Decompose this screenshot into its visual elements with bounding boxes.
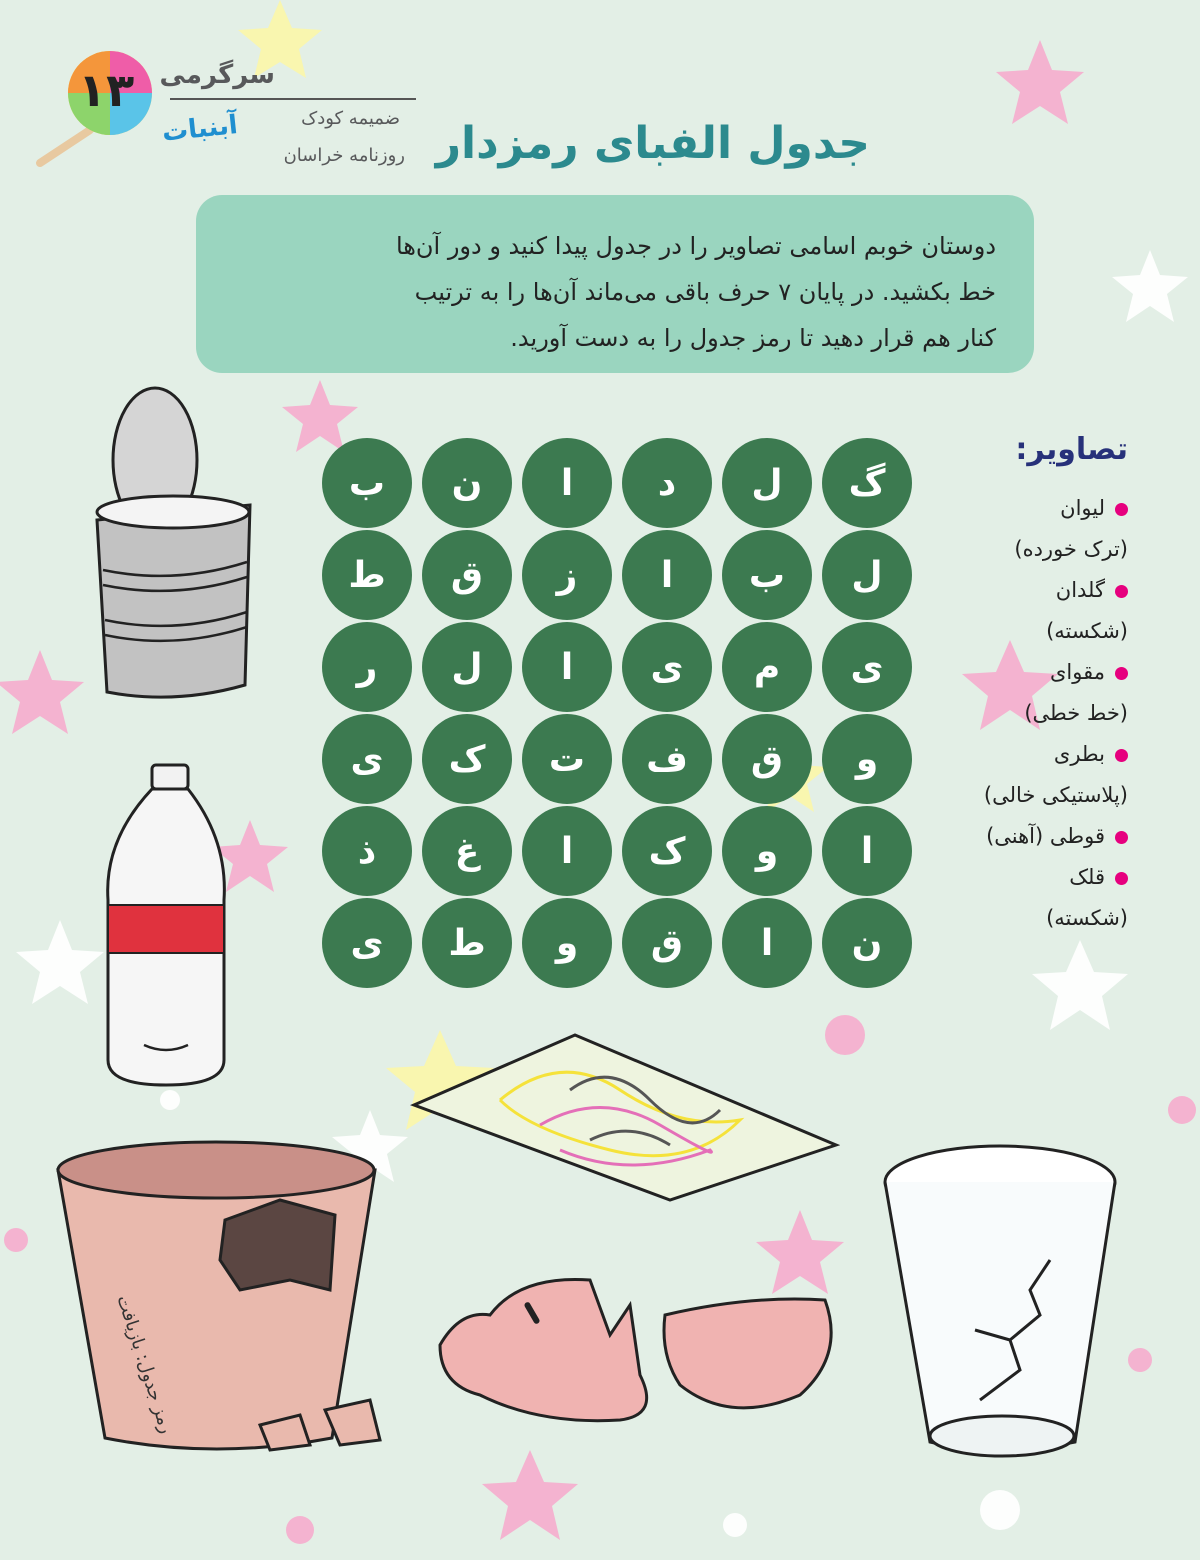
item-name: گلدان [1055, 578, 1105, 602]
grid-cell[interactable]: ن [422, 438, 512, 528]
instruction-line: دوستان خوبم اسامی تصاویر را در جدول پیدا کنید و دور آن‌ها [395, 232, 996, 260]
list-item [918, 857, 1128, 939]
star-decoration [996, 40, 1084, 124]
newspaper-label: روزنامه خراسان [283, 145, 405, 166]
grid-cell[interactable]: د [622, 438, 712, 528]
list-item [918, 652, 1128, 734]
list-item [918, 570, 1128, 652]
grid-cell[interactable]: ل [422, 622, 512, 712]
broken-piggy-bank-illustration [420, 1255, 860, 1430]
grid-cell[interactable]: ا [522, 806, 612, 896]
star-decoration [1032, 940, 1128, 1030]
item-note: (شکسته) [1046, 906, 1128, 930]
star-decoration [1112, 250, 1188, 322]
item-name: بطری [1053, 742, 1105, 766]
bullet-icon [1115, 872, 1128, 885]
grid-cell[interactable]: ک [422, 714, 512, 804]
brand-logo: آبنبات [160, 110, 240, 148]
grid-cell[interactable]: ذ [322, 806, 412, 896]
dot-decoration [980, 1490, 1020, 1530]
grid-cell[interactable]: ت [522, 714, 612, 804]
grid-cell[interactable]: ن [822, 898, 912, 988]
grid-cell[interactable]: و [522, 898, 612, 988]
supplement-label: ضمیمه کودک [301, 108, 400, 129]
dot-decoration [160, 1090, 180, 1110]
pictures-list [918, 488, 1128, 939]
grid-cell[interactable]: ل [822, 530, 912, 620]
item-note: (ترک خورده) [1014, 537, 1128, 561]
pictures-title: تصاویر: [1015, 432, 1128, 467]
grid-cell[interactable]: ف [622, 714, 712, 804]
grid-cell[interactable]: ل [722, 438, 812, 528]
grid-cell[interactable]: ی [322, 714, 412, 804]
section-label: سرگرمی [159, 60, 275, 90]
item-name: قلک [1069, 865, 1105, 889]
letter-grid [320, 438, 912, 988]
grid-cell[interactable]: ق [722, 714, 812, 804]
grid-cell[interactable]: ق [622, 898, 712, 988]
instruction-box [196, 195, 1034, 373]
grid-cell[interactable]: ی [822, 622, 912, 712]
dot-decoration [286, 1516, 314, 1544]
grid-cell[interactable]: ب [322, 438, 412, 528]
grid-cell[interactable]: و [722, 806, 812, 896]
item-note: (پلاستیکی خالی) [983, 783, 1128, 807]
item-name: قوطی (آهنی) [986, 824, 1105, 848]
header-divider [170, 98, 416, 100]
bullet-icon [1115, 749, 1128, 762]
bullet-icon [1115, 503, 1128, 516]
item-note: (خط خطی) [1024, 701, 1128, 725]
bullet-icon [1115, 667, 1128, 680]
star-decoration [482, 1450, 578, 1540]
dot-decoration [723, 1513, 747, 1537]
grid-cell[interactable]: ط [322, 530, 412, 620]
bullet-icon [1115, 831, 1128, 844]
plastic-bottle-illustration [100, 760, 230, 1090]
list-item [918, 734, 1128, 816]
instruction-text [226, 223, 996, 361]
grid-cell[interactable]: ز [522, 530, 612, 620]
broken-pot-illustration [50, 1140, 400, 1470]
grid-cell[interactable]: ا [822, 806, 912, 896]
grid-cell[interactable]: م [722, 622, 812, 712]
page-number: ۱۳ [78, 63, 135, 117]
star-decoration [16, 920, 104, 1004]
grid-cell[interactable]: ا [622, 530, 712, 620]
page-title: جدول الفبای رمزدار [435, 118, 870, 169]
instruction-line: خط بکشید. در پایان ۷ حرف باقی می‌ماند آن‌ها را به ترتیب [414, 278, 996, 306]
grid-cell[interactable]: ا [522, 438, 612, 528]
grid-cell[interactable]: گ [822, 438, 912, 528]
dot-decoration [1128, 1348, 1152, 1372]
grid-cell[interactable]: ا [722, 898, 812, 988]
grid-cell[interactable]: ا [522, 622, 612, 712]
grid-cell[interactable]: ی [622, 622, 712, 712]
item-name: لیوان [1060, 496, 1105, 520]
instruction-line: کنار هم قرار دهید تا رمز جدول را به دست آورید. [510, 324, 996, 352]
pot-answer-label: رمز جدول: بازیافت [112, 1292, 177, 1437]
dot-decoration [4, 1228, 28, 1252]
grid-cell[interactable]: و [822, 714, 912, 804]
grid-cell[interactable]: ک [622, 806, 712, 896]
list-item [918, 488, 1128, 570]
grid-cell[interactable]: ی [322, 898, 412, 988]
list-item [918, 816, 1128, 857]
tin-can-illustration [55, 380, 265, 710]
grid-cell[interactable]: ط [422, 898, 512, 988]
cracked-glass-illustration [880, 1140, 1120, 1460]
grid-cell[interactable]: غ [422, 806, 512, 896]
bullet-icon [1115, 585, 1128, 598]
grid-cell[interactable]: ر [322, 622, 412, 712]
dot-decoration [1168, 1096, 1196, 1124]
item-note: (شکسته) [1046, 619, 1128, 643]
scribbled-cardboard-illustration [410, 1030, 840, 1205]
grid-cell[interactable]: ب [722, 530, 812, 620]
grid-cell[interactable]: ق [422, 530, 512, 620]
item-name: مقوای [1050, 660, 1105, 684]
